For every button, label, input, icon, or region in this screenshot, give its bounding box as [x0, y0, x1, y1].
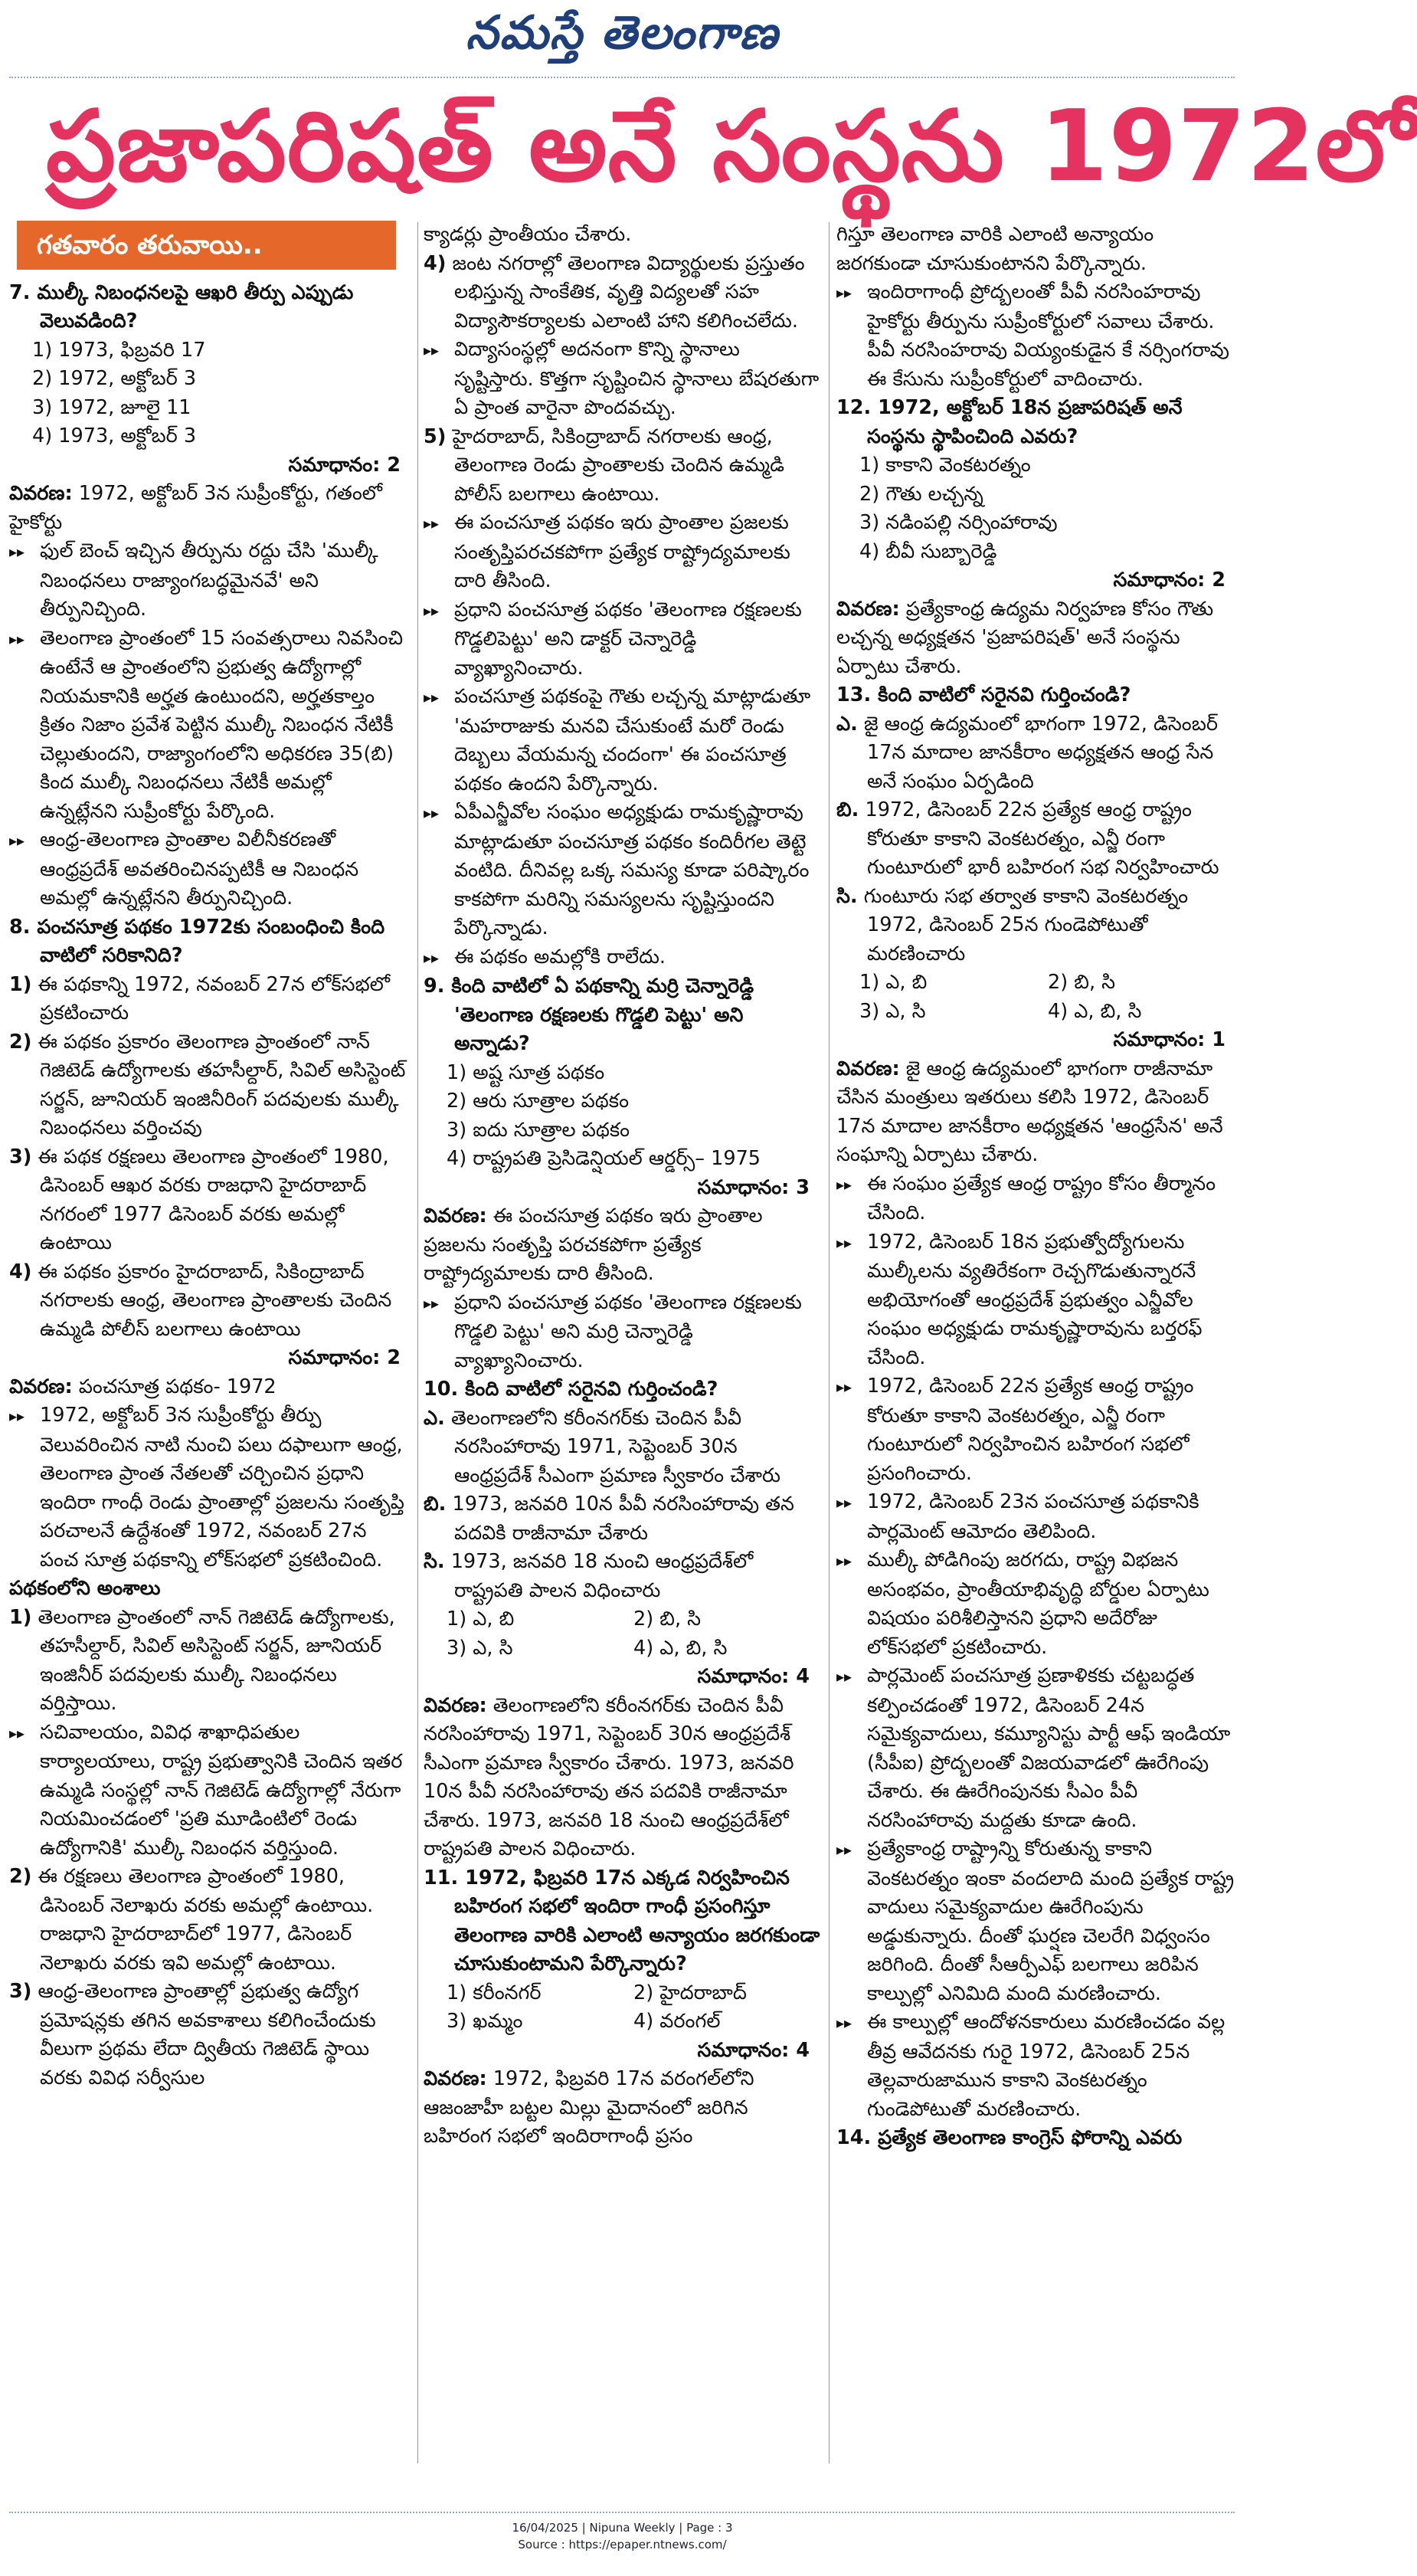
option: 3) 1972, జూలై 11 — [32, 395, 191, 419]
option: 4) ఎ, బి, సి — [633, 1636, 728, 1660]
question-number: 13. — [836, 683, 872, 706]
question-number: 12. — [836, 396, 872, 419]
item-number: 3) — [9, 1980, 32, 2003]
option: 3) ఐదు సూత్రాల పథకం — [447, 1118, 630, 1142]
bullet-point: ▸▸ ఈ పథకం అమల్లోకి రాలేదు. — [424, 943, 820, 973]
explanation — [836, 1055, 1236, 1170]
option: 4) బీవీ సుబ్బారెడ్డి — [859, 539, 997, 563]
footer-date-page: 16/04/2025 | Nipuna Weekly | Page : 3 — [512, 2521, 733, 2535]
list-item — [424, 250, 820, 336]
options-grid — [836, 968, 1236, 1026]
bullet-point: ▸▸ 1972, డిసెంబర్ 23న పంచసూత్ర పథకానికి పార్లమెంట్ ఆమోదం తెలిపింది. — [836, 1488, 1236, 1546]
question-8 — [9, 913, 411, 971]
answer: సమాధానం: 2 — [288, 1346, 401, 1369]
answer: సమాధానం: 4 — [697, 2038, 810, 2062]
list-item — [424, 423, 820, 510]
question-number: 11. — [424, 1866, 459, 1889]
column-3 — [836, 221, 1236, 2466]
statement-text: తెలంగాణలోని కరీంనగర్‌కు చెందిన పీవీ నరసింహారావు 1971, సెప్టెంబర్ 30న ఆంధ్రప్రదేశ్ సీఎంగా ప్రమాణ స్వీకారం చేశారు — [450, 1406, 780, 1487]
explanation — [424, 2065, 820, 2152]
option — [9, 1143, 411, 1258]
item-text: తెలంగాణ ప్రాంతంలో నాన్ గెజిటెడ్ ఉద్యోగాలకు, తహసీల్దార్, సివిల్ అసిస్టెంట్ సర్జన్, జూనియర్ ఇంజినీర్ పదవులకు ముల్కీ నిబంధనలు వర్తిస్తాయి. — [38, 1605, 395, 1715]
statement-label: సి. — [424, 1550, 445, 1573]
question-number: 14. — [836, 2126, 872, 2149]
option-number: 4) — [9, 1260, 32, 1283]
paragraph: క్యాడర్లు ప్రాంతీయం చేశారు. — [424, 223, 632, 246]
option: 2) ఆరు సూత్రాల పథకం — [447, 1090, 630, 1113]
option: 1) అష్ట సూత్ర పథకం — [447, 1060, 605, 1084]
bullet-point: ▸▸ ప్రధాని పంచసూత్ర పథకం 'తెలంగాణ రక్షణలకు గొడ్డలి పెట్టు' అని మర్రి చెన్నారెడ్డి వ్యాఖ్యానించారు. — [424, 1289, 820, 1376]
explanation-text: జై ఆంధ్ర ఉద్యమంలో భాగంగా రాజీనామా చేసిన మంత్రులు ఇతరులు కలిసి 1972, డిసెంబర్ 17న మాదాల జానకీరాం అధ్యక్షతన 'ఆంధ్రసేన' అనే సంఘాన్ని ఏర్పాటు చేశారు. — [836, 1057, 1223, 1166]
answer: సమాధానం: 4 — [697, 1665, 810, 1688]
question-9 — [424, 972, 820, 1059]
bullet-point: ▸▸ 1972, డిసెంబర్ 22న ప్రత్యేక ఆంధ్ర రాష్ట్రం కోరుతూ కాకాని వెంకటరత్నం, ఎన్జీ రంగా గుంటూరులో నిర్వహించిన బహిరంగ సభలో ప్రసంగించారు. — [836, 1372, 1236, 1488]
list-item — [9, 1978, 411, 2093]
answer: సమాధానం: 1 — [1113, 1028, 1226, 1051]
bullet-point: ▸▸ ఫుల్ బెంచ్ ఇచ్చిన తీర్పును రద్దు చేసి 'ముల్కీ నిబంధనలు రాజ్యాంగబద్ధమైనవే' అని తీర్పునిచ్చింది. — [9, 537, 411, 624]
question-text: కింది వాటిలో సరైనవి గుర్తించండి? — [465, 1378, 718, 1401]
masthead — [0, 0, 1245, 73]
statement — [424, 1404, 820, 1491]
explanation-label: వివరణ: — [9, 482, 73, 505]
question-number: 8. — [9, 915, 31, 939]
bottom-divider — [9, 2512, 1235, 2513]
item-number: 5) — [424, 424, 447, 448]
option-text: ఈ పథకం ప్రకారం హైదరాబాద్, సికింద్రాబాద్ నగరాలకు ఆంధ్ర, తెలంగాణ ప్రాంతాలకు చెందిన ఉమ్మడి పోలీస్ బలగాలు ఉంటాయి — [38, 1260, 392, 1341]
option-text: ఈ పథకాన్ని 1972, నవంబర్ 27న లోక్‌సభలో ప్రకటించారు — [38, 972, 390, 1024]
statement-label: బి. — [836, 798, 859, 821]
question-10 — [424, 1375, 820, 1404]
question-7 — [9, 279, 411, 336]
option — [9, 1258, 411, 1345]
option-number: 3) — [9, 1145, 32, 1168]
option: 3) ఖమ్మం — [447, 2010, 523, 2033]
question-text: పంచసూత్ర పథకం 1972కు సంబంధించి కింది వాటిలో సరికానిది? — [37, 915, 385, 967]
statement — [836, 883, 1236, 969]
paragraph: గిస్తూ తెలంగాణ వారికి ఎలాంటి అన్యాయం జరగకుండా చూసుకుంటానని పేర్కొన్నారు. — [836, 223, 1154, 275]
explanation-label: వివరణ: — [424, 1204, 487, 1227]
statement-text: 1973, జనవరి 10న పీవీ నరసింహారావు తన పదవికి రాజీనామా చేశారు — [452, 1493, 794, 1545]
explanation — [424, 1692, 820, 1864]
answer: సమాధానం: 3 — [697, 1175, 810, 1199]
list-item — [9, 1604, 411, 1719]
option-number: 1) — [9, 972, 32, 996]
explanation-text: పంచసూత్ర పథకం- 1972 — [78, 1375, 277, 1398]
question-text: ముల్కీ నిబంధనలపై ఆఖరి తీర్పు ఎప్పుడు వెలువడింది? — [37, 280, 354, 333]
question-number: 7. — [9, 280, 31, 304]
bullet-point: ▸▸ ప్రధాని పంచసూత్ర పథకం 'తెలంగాణ రక్షణలకు గొడ్డలిపెట్టు' అని డాక్టర్ చెన్నారెడ్డి వ్యాఖ్యానించారు. — [424, 596, 820, 683]
bullet-point: ▸▸ ఈ పంచసూత్ర పథకం ఇరు ప్రాంతాల ప్రజలకు సంతృప్తిపరచకపోగా ప్రత్యేక రాష్ట్రోద్యమాలకు దారి తీసింది. — [424, 509, 820, 596]
option-text: ఈ పథక రక్షణలు తెలంగాణ ప్రాంతంలో 1980, డిసెంబర్ ఆఖర వరకు రాజధాని హైదరాబాద్ నగరంలో 1977 డిసెంబర్ వరకు అమల్లో ఉంటాయి — [38, 1145, 389, 1254]
list-item — [9, 1863, 411, 1978]
statement-text: గుంటూరు సభ తర్వాత కాకాని వెంకటరత్నం 1972, డిసెంబర్ 25న గుండెపోటుతో మరణించారు — [863, 884, 1189, 965]
bullet-point: ▸▸ 1972, అక్టోబర్ 3న సుప్రీంకోర్టు తీర్పు వెలువరించిన నాటి నుంచి పలు దఫాలుగా ఆంధ్ర, తెలంగాణ ప్రాంత నేతలతో చర్చించిన ప్రధాని ఇందిరా గాంధీ రెండు ప్రాంతాల్లో ప్రజలను సంతృప్తి పరచాలనే ఉద్దేశంతో 1972, నవంబర్ 27న పంచ సూత్ర పథకాన్ని లోక్‌సభలో ప్రకటించింది. — [9, 1401, 411, 1575]
explanation-text: 1972, అక్టోబర్ 3న సుప్రీంకోర్టు, గతంలో హైకోర్టు — [9, 482, 383, 534]
option: 3) నడింపల్లి నర్సింహారావు — [859, 511, 1058, 534]
option: 3) ఎ, సి — [859, 999, 926, 1023]
item-text: జంట నగరాల్లో తెలంగాణ విద్యార్థులకు ప్రస్తుతం లభిస్తున్న సాంకేతిక, వృత్తి విద్యలతో సహ విద్యాసౌకర్యాలకు ఎలాంటి హాని కలిగించలేదు. — [452, 251, 805, 333]
question-11 — [424, 1864, 820, 1979]
option: 4) ఎ, బి, సి — [1048, 999, 1142, 1023]
footer — [0, 2519, 1245, 2553]
column-divider — [829, 222, 830, 2463]
option: 4) రాష్ట్రపతి ప్రెసిడెన్షియల్ ఆర్డర్స్– 1975 — [447, 1147, 761, 1170]
bullet-point: ▸▸ ఈ కాల్పుల్లో ఆందోళనకారులు మరణించడం వల్ల తీవ్ర ఆవేదనకు గురై 1972, డిసెంబర్ 25న తెల్లవారుజామున కాకాని వెంకటరత్నం గుండెపోటుతో మరణించారు. — [836, 2008, 1236, 2124]
explanation — [9, 1373, 411, 1402]
statement-text: జై ఆంధ్ర ఉద్యమంలో భాగంగా 1972, డిసెంబర్ 17న మాదాల జానకీరాం అధ్యక్షతన ఆంధ్ర సేన అనే సంఘం ఏర్పడింది — [863, 712, 1218, 793]
column-2 — [424, 221, 820, 2466]
option: 4) వరంగల్ — [633, 2010, 721, 2033]
statement-label: ఎ. — [836, 712, 858, 736]
bullet-point: ▸▸ ప్రత్యేకాంధ్ర రాష్ట్రాన్ని కోరుతున్న కాకాని వెంకటరత్నం ఇంకా వందలాది మంది ప్రత్యేక రాష్ట్ర వాదులు సమైక్యవాదుల ఊరేగింపును అడ్డుకున్నారు. దీంతో ఘర్షణ చెలరేగి విధ్వంసం జరిగింది. దీంతో సీఆర్పీఎఫ్ బలగాలు జరిపిన కాల్పుల్లో ఎనిమిది మంది మరణించారు. — [836, 1835, 1236, 2008]
question-text: 1972, ఫిబ్రవరి 17న ఎక్కడ నిర్వహించిన బహిరంగ సభలో ఇందిరా గాంధీ ప్రసంగిస్తూ తెలంగాణ వారికి ఎలాంటి అన్యాయం జరగకుండా చూసుకుంటామని పేర్కొన్నారు? — [454, 1866, 820, 1975]
bullet-point: ▸▸ ఏపీఎన్జీవోల సంఘం అధ్యక్షుడు రామకృష్ణారావు మాట్లాడుతూ పంచసూత్ర పథకం కందిరీగల తెట్టె వంటిది. దీనివల్ల ఒక్క సమస్య కూడా పరిష్కారం కాకపోగా మరిన్ని సమస్యలను సృష్టిస్తుందని పేర్కొన్నాడు. — [424, 798, 820, 943]
explanation-label: వివరణ: — [836, 597, 900, 621]
bullet-point: ▸▸ విద్యాసంస్థల్లో అదనంగా కొన్ని స్థానాలు సృష్టిస్తారు. కొత్తగా సృష్టించిన స్థానాలు బేషరతుగా ఏ ప్రాంత వారైనా పొందవచ్చు. — [424, 336, 820, 423]
option: 1) కాకాని వెంకటరత్నం — [859, 454, 1031, 477]
statement-label: బి. — [424, 1493, 447, 1516]
question-text: 1972, అక్టోబర్ 18న ప్రజాపరిషత్ అనే సంస్థను స్థాపించింది ఎవరు? — [867, 396, 1183, 448]
statement — [424, 1548, 820, 1605]
option-number: 2) — [9, 1030, 32, 1054]
question-13 — [836, 681, 1236, 710]
question-14 — [836, 2124, 1236, 2153]
option: 4) 1973, అక్టోబర్ 3 — [32, 424, 197, 447]
options-grid — [424, 1979, 820, 2037]
bullet-point: ▸▸ తెలంగాణ ప్రాంతంలో 15 సంవత్సరాలు నివసించి ఉంటేనే ఆ ప్రాంతంలోని ప్రభుత్వ ఉద్యోగాల్లో నియమకానికి అర్హత ఉంటుందని, అర్హతకాల్తం క్రితం నిజాం ప్రవేశ పెట్టిన ముల్కీ నిబంధన నేటికీ చెల్లుతుందని, రాజ్యాంగంలోని అధికరణ 35(బి) కింద ముల్కీ నిబంధనలు నేటికీ అమల్లో ఉన్నట్లేనని సుప్రీంకోర్టు పేర్కొంది. — [9, 624, 411, 827]
explanation — [9, 480, 411, 537]
explanation-text: ప్రత్యేకాంధ్ర ఉద్యమ నిర్వహణ కోసం గౌతు లచ్చన్న అధ్యక్షతన 'ప్రజాపరిషత్' అనే సంస్థను ఏర్పాటు చేశారు. — [836, 597, 1214, 678]
option: 2) 1972, అక్టోబర్ 3 — [32, 367, 197, 390]
option: 2) గౌతు లచ్చన్న — [859, 482, 983, 506]
question-number: 9. — [424, 975, 445, 998]
explanation-label: వివరణ: — [424, 2067, 487, 2090]
item-number: 1) — [9, 1605, 32, 1629]
item-text: హైదరాబాద్, సికింద్రాబాద్ నగరాలకు ఆంధ్ర, తెలంగాణ రెండు ప్రాంతాలకు చెందిన ఉమ్మడి పోలీస్ బలగాలు ఉంటాయి. — [452, 424, 784, 506]
statement-label: ఎ. — [424, 1406, 445, 1430]
options-grid — [424, 1605, 820, 1663]
option: 1) 1973, ఫిబ్రవరి 17 — [32, 338, 206, 362]
explanation-label: వివరణ: — [424, 1693, 487, 1717]
headline: ప్రజాపరిషత్ అనే సంస్థను 1972లో — [46, 90, 1417, 204]
explanation — [836, 595, 1236, 682]
top-divider — [9, 77, 1235, 78]
bullet-point: ▸▸ ఆంధ్ర-తెలంగాణ ప్రాంతాల విలీనీకరణతో ఆంధ్రప్రదేశ్ అవతరించినప్పటికీ ఆ నిబంధన అమల్లో ఉన్నట్లేనని తీర్పునిచ్చింది. — [9, 826, 411, 913]
option-text: ఈ పథకం ప్రకారం తెలంగాణ ప్రాంతంలో నాన్ గెజిటెడ్ ఉద్యోగాలకు తహసీల్దార్, సివిల్ అసిస్టెంట్ సర్జన్, జూనియర్ ఇంజినీరింగ్ పదవులకు ముల్కీ నిబంధనలు వర్తించవు — [38, 1030, 406, 1139]
question-text: కింది వాటిలో ఏ పథకాన్ని మర్రి చెన్నారెడ్డి 'తెలంగాణ రక్షణలకు గొడ్డలి పెట్టు' అని అన్నాడు? — [451, 975, 754, 1055]
option: 2) బి, సి — [633, 1608, 702, 1630]
statement — [424, 1490, 820, 1548]
statement — [836, 796, 1236, 883]
bullet-point: ▸▸ పార్లమెంట్ పంచసూత్ర ప్రణాళికకు చట్టబద్ధత కల్పించడంతో 1972, డిసెంబర్ 24న సమైక్యవాదులు, కమ్యూనిస్టు పార్టీ ఆఫ్ ఇండియా (సీపీఐ) ప్రోద్బలంతో విజయవాడలో ఊరేగింపు చేశారు. ఈ ఊరేగింపునకు సీఎం పీవీ నరసింహారావు మద్దతు కూడా ఉంది. — [836, 1662, 1236, 1835]
item-number: 2) — [9, 1865, 32, 1888]
question-text: కింది వాటిలో సరైనవి గుర్తించండి? — [878, 683, 1131, 706]
statement — [836, 710, 1236, 797]
section-title: పథకంలోని అంశాలు — [9, 1577, 161, 1600]
bullet-point: ▸▸ ఈ సంఘం ప్రత్యేక ఆంధ్ర రాష్ట్రం కోసం తీర్మానం చేసింది. — [836, 1170, 1236, 1228]
option — [9, 971, 411, 1028]
explanation — [424, 1202, 820, 1289]
question-12 — [836, 394, 1236, 451]
answer: సమాధానం: 2 — [288, 453, 401, 477]
item-text: ఆంధ్ర-తెలంగాణ ప్రాంతాల్లో ప్రభుత్వ ఉద్యోగ ప్రమోషన్లకు తగిన అవకాశాలు కలిగించేందుకు వీలుగా ప్రథమ లేదా ద్వితీయ గెజిటెడ్ స్థాయి వరకు వివిధ సర్వీసుల — [38, 1980, 376, 2089]
option: 2) బి, సి — [1048, 971, 1116, 994]
column-1 — [9, 221, 411, 2466]
footer-source-link[interactable]: Source : https://epaper.ntnews.com/ — [518, 2538, 727, 2551]
option: 1) ఎ, బి — [447, 1608, 515, 1630]
question-number: 10. — [424, 1378, 459, 1401]
question-text: ప్రత్యేక తెలంగాణ కాంగ్రెస్ ఫోరాన్ని ఎవరు — [878, 2126, 1183, 2149]
bullet-point: ▸▸ పంచసూత్ర పథకంపై గౌతు లచ్చన్న మాట్లాడుతూ 'మహరాజుకు మనవి చేసుకుంటే మరో రెండు దెబ్బలు వేయమన్న చందంగా' ఈ పంచసూత్ర పథకం ఉందని పేర్కొన్నారు. — [424, 683, 820, 798]
item-text: ఈ రక్షణలు తెలంగాణ ప్రాంతంలో 1980, డిసెంబర్ నెలాఖరు వరకు అమల్లో ఉంటాయి. రాజధాని హైదరాబాద్‌లో 1977, డిసెంబర్ నెలాఖరు వరకు ఇవి అమల్లో ఉంటాయి. — [38, 1865, 374, 1975]
explanation-label: వివరణ: — [836, 1057, 900, 1080]
newspaper-logo: నమస్తే తెలంగాణ — [465, 6, 780, 60]
bullet-point: ▸▸ 1972, డిసెంబర్ 18న ప్రభుత్వోద్యోగులను ముల్కీలను వ్యతిరేకంగా రెచ్చగొడుతున్నారనే అభియోగంతో ఆంధ్రప్రదేశ్ ప్రభుత్వం ఎన్జీవోల సంఘం అధ్యక్షుడు రామకృష్ణారావును బర్తరఫ్ చేసింది. — [836, 1228, 1236, 1373]
explanation-text: 1972, ఫిబ్రవరి 17న వరంగల్‌లోని ఆజంజాహీ బట్టల మిల్లు మైదానంలో జరిగిన బహిరంగ సభలో ఇందిరాగాంధీ ప్రసం — [424, 2067, 754, 2148]
option: 2) హైదరాబాద్ — [633, 1981, 747, 2004]
explanation-label: వివరణ: — [9, 1375, 73, 1398]
option: 3) ఎ, సి — [447, 1636, 513, 1660]
bullet-point: ▸▸ ఇందిరాగాంధీ ప్రోద్బలంతో పీవీ నరసింహరావు హైకోర్టు తీర్పును సుప్రీంకోర్టులో సవాలు చేశారు. పీవీ నరసింహరావు వియ్యంకుడైన కే నర్సింగరావు ఈ కేసును సుప్రీంకోర్టులో వాదించారు. — [836, 278, 1236, 394]
statement-text: 1972, డిసెంబర్ 22న ప్రత్యేక ఆంధ్ర రాష్ట్రం కోరుతూ కాకాని వెంకటరత్నం, ఎన్జీ రంగా గుంటూరులో భారీ బహిరంగ సభ నిర్వహించారు — [865, 798, 1219, 879]
bullet-point: ▸▸ ముల్కీ పోడిగింపు జరగదు, రాష్ట్ర విభజన అసంభవం, ప్రాంతీయాభివృద్ధి బోర్డుల ఏర్పాటు విషయం పరిశీలిస్తానని ప్రధాని అదేరోజు లోక్‌సభలో ప్రకటించారు. — [836, 1546, 1236, 1662]
option: 1) కరీంనగర్ — [447, 1981, 542, 2004]
bullet-point: ▸▸ సచివాలయం, వివిధ శాఖాధిపతుల కార్యాలయాలు, రాష్ట్ర ప్రభుత్వానికి చెందిన ఇతర ఉమ్మడి సంస్థల్లో నాన్ గెజిటెడ్ ఉద్యోగాల్లో నేరుగా నియమించడంలో 'ప్రతి మూడింటిలో రెండు ఉద్యోగానికి' ముల్కీ నిబంధన వర్తిస్తుంది. — [9, 1719, 411, 1863]
statement-label: సి. — [836, 884, 858, 908]
continued-banner: గతవారం తరువాయి.. — [17, 221, 396, 270]
explanation-text: తెలంగాణలోని కరీంనగర్‌కు చెందిన పీవీ నరసింహారావు 1971, సెప్టెంబర్ 30న ఆంధ్రప్రదేశ్ సీఎంగా ప్రమాణ స్వీకారం చేశారు. 1973, జనవరి 10న పీవీ నరసింహారావు తన పదవికి రాజీనామా చేశారు. 1973, జనవరి 18 నుంచి ఆంధ్రప్రదేశ్‌లో రాష్ట్రపతి పాలన విధించారు. — [424, 1693, 794, 1860]
option — [9, 1028, 411, 1143]
column-divider — [417, 222, 418, 2463]
item-number: 4) — [424, 251, 447, 275]
answer: సమాధానం: 2 — [1113, 569, 1226, 592]
explanation-text: ఈ పంచసూత్ర పథకం ఇరు ప్రాంతాల ప్రజలను సంతృప్తి పరచకపోగా ప్రత్యేక రాష్ట్రోద్యమాలకు దారి తీసింది. — [424, 1204, 763, 1285]
statement-text: 1973, జనవరి 18 నుంచి ఆంధ్రప్రదేశ్‌లో రాష్ట్రపతి పాలన విధించారు — [450, 1550, 754, 1602]
option: 1) ఎ, బి — [859, 971, 928, 994]
